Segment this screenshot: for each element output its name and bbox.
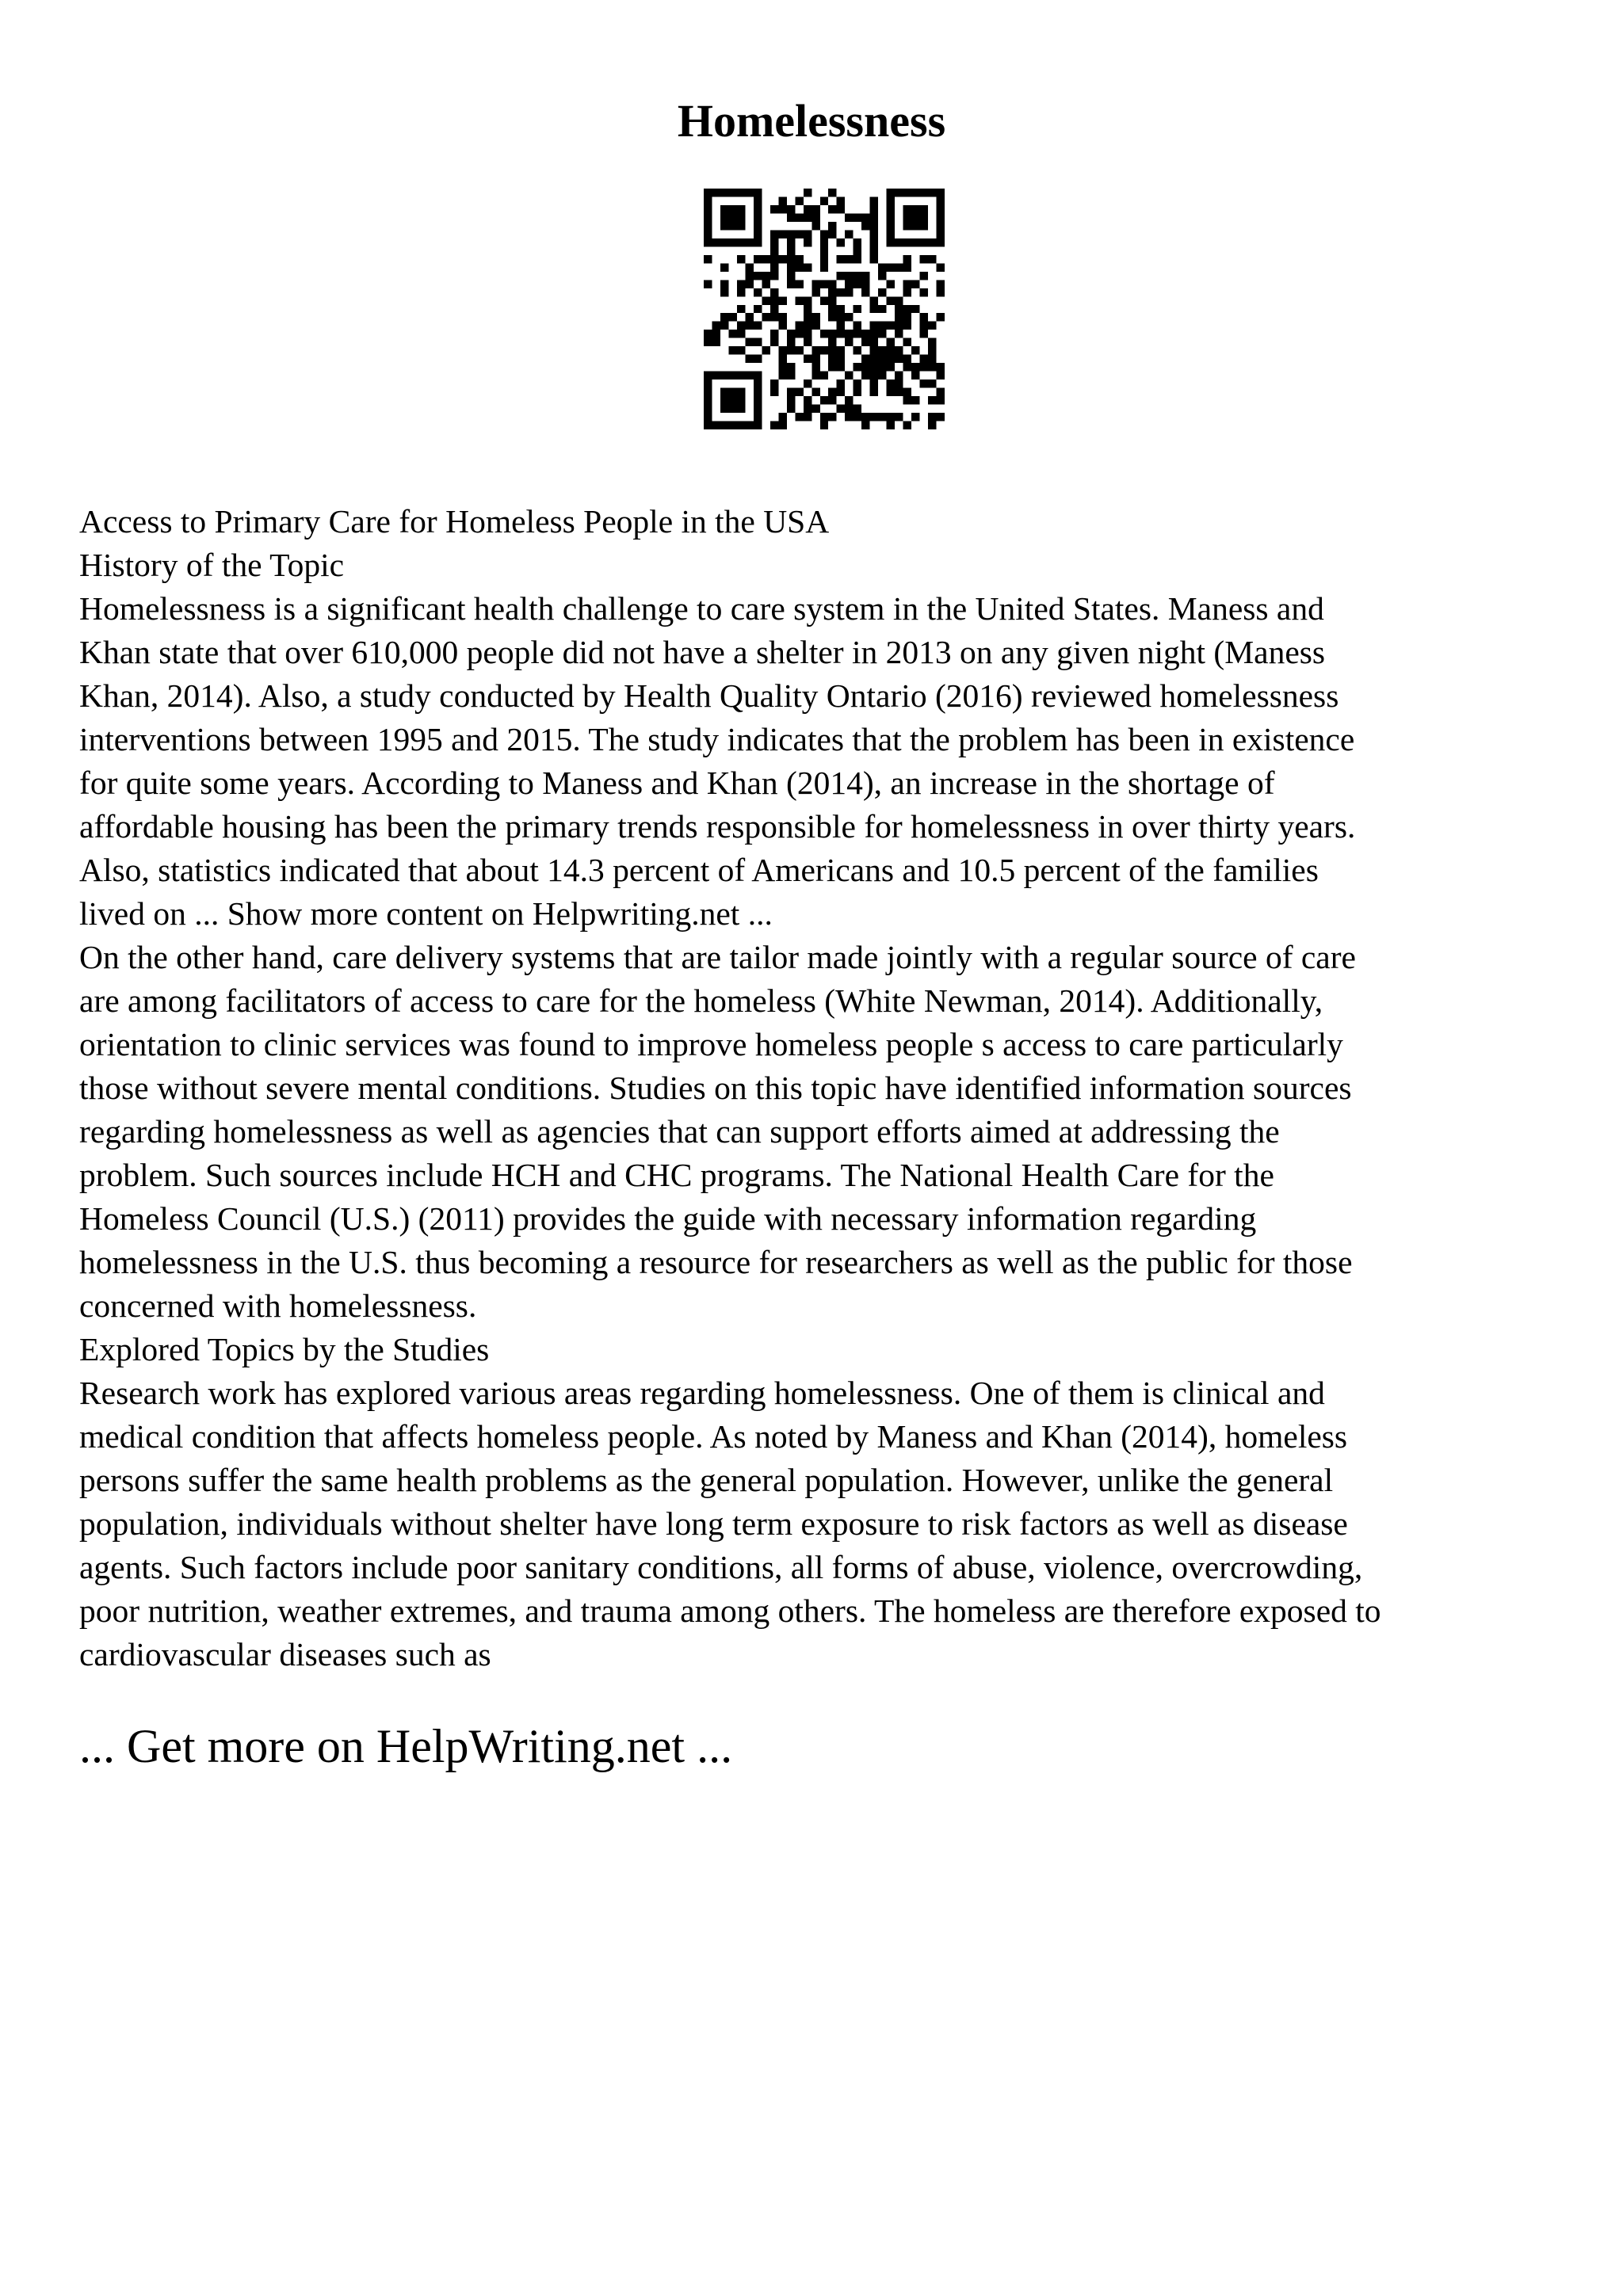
paragraph-line: Homeless Council (U.S.) (2011) provides the guide with necessary information regarding xyxy=(79,1200,1257,1237)
paragraph-line: agents. Such factors include poor sanitary conditions, all forms of abuse, violence, overcrowding, xyxy=(79,1549,1363,1585)
paragraph-line: medical condition that affects homeless people. As noted by Maness and Khan (2014), homeless xyxy=(79,1418,1348,1455)
paragraph-line: Khan state that over 610,000 people did not have a shelter in 2013 on any given night (Maness xyxy=(79,634,1326,670)
qr-code-icon[interactable] xyxy=(704,189,945,429)
get-more-link[interactable]: ... Get more on HelpWriting.net ... xyxy=(79,1720,733,1772)
paragraph-line: orientation to clinic services was found to improve homeless people s access to care particularly xyxy=(79,1026,1343,1062)
document-title: Homelessness xyxy=(677,95,946,147)
show-more-line: lived on ... Show more content on Helpwriting.net ... xyxy=(79,895,773,932)
paragraph-line: those without severe mental conditions. Studies on this topic have identified information sources xyxy=(79,1070,1352,1106)
paragraph-line: for quite some years. According to Maness and Khan (2014), an increase in the shortage of xyxy=(79,765,1275,801)
paragraph-line: homelessness in the U.S. thus becoming a resource for researchers as well as the public for those xyxy=(79,1244,1353,1280)
subheading-history: History of the Topic xyxy=(79,547,345,583)
paragraph-line: Research work has explored various areas regarding homelessness. One of them is clinical and xyxy=(79,1375,1325,1411)
paragraph-line: problem. Such sources include HCH and CHC programs. The National Health Care for the xyxy=(79,1157,1274,1193)
paragraph-line: persons suffer the same health problems as the general population. However, unlike the general xyxy=(79,1462,1334,1498)
paragraph-line: are among facilitators of access to care for the homeless (White Newman, 2014). Additionally, xyxy=(79,982,1323,1019)
section-heading: Access to Primary Care for Homeless People in the USA xyxy=(79,503,830,540)
paragraph-line: regarding homelessness as well as agencies that can support efforts aimed at addressing the xyxy=(79,1113,1280,1150)
body-text xyxy=(79,500,1569,1676)
paragraph-line: Also, statistics indicated that about 14.3 percent of Americans and 10.5 percent of the families xyxy=(79,852,1319,888)
paragraph-line: Homelessness is a significant health challenge to care system in the United States. Maness and xyxy=(79,590,1324,627)
paragraph-line: On the other hand, care delivery systems that are tailor made jointly with a regular source of care xyxy=(79,939,1356,975)
qr-code-graphic xyxy=(704,189,945,429)
paragraph-line: poor nutrition, weather extremes, and trauma among others. The homeless are therefore exposed to xyxy=(79,1592,1381,1629)
paragraph-line: Khan, 2014). Also, a study conducted by Health Quality Ontario (2016) reviewed homelessness xyxy=(79,677,1339,714)
paragraph-line: affordable housing has been the primary trends responsible for homelessness in over thirty years. xyxy=(79,808,1356,845)
paragraph-line: population, individuals without shelter have long term exposure to risk factors as well as disease xyxy=(79,1505,1348,1542)
subheading-explored-topics: Explored Topics by the Studies xyxy=(79,1331,490,1367)
paragraph-line: interventions between 1995 and 2015. The study indicates that the problem has been in existence xyxy=(79,721,1355,757)
paragraph-line: cardiovascular diseases such as xyxy=(79,1636,491,1672)
paragraph-line: concerned with homelessness. xyxy=(79,1287,477,1324)
